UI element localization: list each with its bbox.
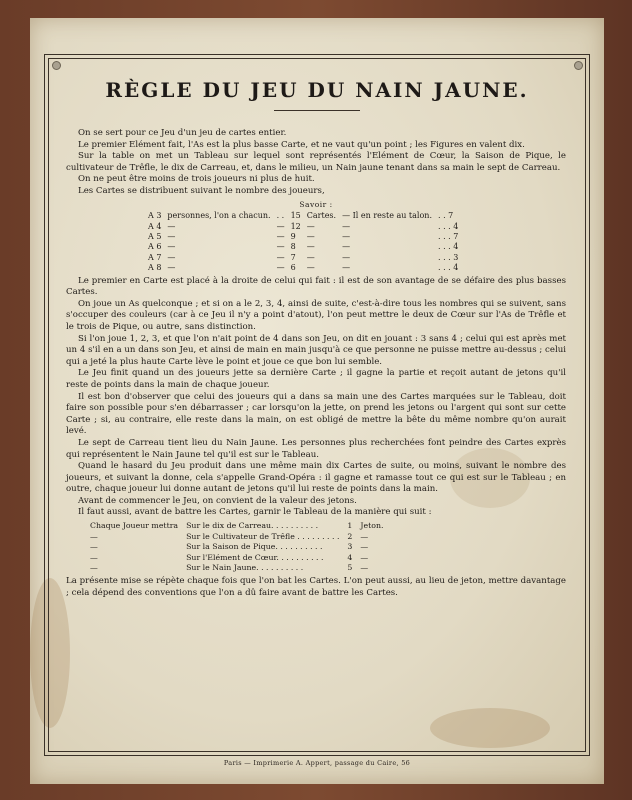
distribution-row-cell: — <box>306 252 315 262</box>
page-title: RÈGLE DU JEU DU NAIN JAUNE. <box>105 78 529 102</box>
distribution-row-cell: — <box>167 231 176 241</box>
distribution-row-cell: — <box>306 242 315 252</box>
distribution-row-cell: . . . 4 <box>438 242 459 252</box>
distribution-row-cell: . . <box>276 211 285 221</box>
distribution-row-cell: — <box>167 263 176 273</box>
savoir-heading: Savoir : <box>299 199 333 209</box>
paragraph: Si l'on joue 1, 2, 3, et que l'on n'ait point de 4 dans son Jeu, on dit en jouant : 3 sans 4 ; celui qui est après met un 4 s'il en a un dans son Jeu, et ainsi de main en main jusqu'à ce que personne ne puisse mettre au-dessus ; celui qui a jeté la plus haute Carte lève le point et joue ce que bon lui semble. <box>66 333 566 367</box>
distribution-row-cell: — <box>276 231 285 241</box>
distribution-row-cell: A 7 <box>148 252 162 262</box>
closing-paragraph: La présente mise se répète chaque fois que l'on bat les Cartes. L'on peut aussi, au lieu de jeton, mettre davantage ; cela dépend des conventions que l'on a dû faire avant de battre les Cartes. <box>66 576 566 598</box>
paragraph: On joue un As quelconque ; et si on a le 2, 3, 4, ainsi de suite, c'est-à-dire tous les nombres qui se suivent, sans s'occuper des couleurs (car à ce Jeu il n'y a point d'atout), l'on peut mettre le deux de Cœur sur l'As de Trêfle et le trois de Pique, ou autre, sans distinction. <box>66 298 566 332</box>
distribution-row-cell: — <box>342 231 351 241</box>
stake-row-cell: Sur le Cultivateur de Trêfle . . . . . . . . . <box>186 531 340 541</box>
distribution-row-cell: — <box>306 221 315 231</box>
distribution-row-cell: — <box>276 242 285 252</box>
distribution-row-cell: . . . 3 <box>438 252 459 262</box>
paragraph: Le premier en Carte est placé à la droite de celui qui fait : il est de son avantage de se défaire des plus basses Cartes. <box>66 275 566 298</box>
distribution-row-cell: 8 <box>290 242 296 252</box>
distribution-row-cell: — <box>276 221 285 231</box>
stake-row-cell: — <box>360 563 369 573</box>
distribution-row-cell: — <box>167 252 176 262</box>
distribution-row-cell: 6 <box>290 263 296 273</box>
paragraph: Le sept de Carreau tient lieu du Nain Jaune. Les personnes plus recherchées font peindre des Cartes exprès qui représentent le Nain Jaune tel qu'il est sur le Tableau. <box>66 437 566 460</box>
distribution-row-cell: — <box>342 252 351 262</box>
distribution-row-cell: A 8 <box>148 263 162 273</box>
title-divider <box>274 110 360 111</box>
distribution-row-cell: . . . 4 <box>438 221 459 231</box>
stake-row <box>90 542 391 553</box>
stake-row-cell: Jeton. <box>360 521 384 531</box>
distribution-row-cell: 9 <box>290 231 296 241</box>
distribution-row-cell: 12 <box>290 221 301 231</box>
stake-row-cell: — <box>90 563 98 573</box>
stake-row-cell: — <box>360 552 369 562</box>
stake-row-cell: 3 <box>347 542 353 552</box>
stake-row <box>90 553 391 564</box>
stake-row-cell: Sur la Saison de Pique. . . . . . . . . . <box>186 542 323 552</box>
paragraph: Les Cartes se distribuent suivant le nombre des joueurs, <box>78 185 325 196</box>
stake-row-cell: 2 <box>347 531 353 541</box>
paragraph: Il est bon d'observer que celui des joueurs qui a dans sa main une des Cartes marquées sur le Tableau, doit faire son possible pour s'en débarrasser ; car lorsqu'on la jette, on prend les jetons ou l'argent qui sont sur cette Carte ; si, au contraire, elle reste dans la main, on est obligé de mettre la bête du même nombre qu'on aurait levé. <box>66 391 566 437</box>
distribution-row-cell: A 4 <box>148 221 162 231</box>
paragraph: Le premier Elément fait, l'As est la plus basse Carte, et ne vaut qu'un point ; les Figures en valent dix. <box>78 139 525 150</box>
distribution-row <box>148 222 464 232</box>
stake-row-cell: — <box>90 542 98 552</box>
stake-row-cell: — <box>90 552 98 562</box>
paragraph: Il faut aussi, avant de battre les Cartes, garnir le Tableau de la manière qui suit : <box>78 507 432 518</box>
paragraph: Quand le hasard du Jeu produit dans une même main dix Cartes de suite, ou moins, suivant le nombre des joueurs, et suivant la donne, cela s'appelle Grand-Opéra : il gagne et ramasse tout ce qui est sur le Tableau ; en outre, chaque joueur lui donne autant de jetons qu'il lui reste de points dans la main. <box>66 461 566 495</box>
printer-imprint: Paris — Imprimerie A. Appert, passage du Caire, 56 <box>223 759 411 767</box>
distribution-row-cell: A 3 <box>148 211 162 221</box>
distribution-row-cell: 15 <box>290 211 301 221</box>
distribution-row-cell: — Il en reste au talon. <box>342 211 432 221</box>
distribution-row-cell: personnes, l'on a chacun. <box>167 211 271 221</box>
distribution-row-cell: — <box>342 263 351 273</box>
distribution-row-cell: — <box>167 242 176 252</box>
distribution-row-cell: — <box>342 242 351 252</box>
distribution-row-cell: — <box>342 221 351 231</box>
paragraph: Sur la table on met un Tableau sur lequel sont représentés l'Elément de Cœur, la Saison de Pique, le cultivateur de Trêfle, le dix de Carreau, et, dans le milieu, un Nain jaune tenant dans sa main le sept de Carreau. <box>66 151 566 173</box>
stake-row-cell: Sur le dix de Carreau. . . . . . . . . . <box>186 521 319 531</box>
distribution-row <box>148 211 464 221</box>
stake-row-cell: Sur l'Elément de Cœur. . . . . . . . . . <box>186 552 324 562</box>
paragraph: On ne peut être moins de trois joueurs ni plus de huit. <box>78 174 315 185</box>
stake-row <box>90 563 391 574</box>
distribution-row <box>148 263 464 273</box>
distribution-row-cell: . . . 7 <box>438 231 459 241</box>
paragraph: On se sert pour ce Jeu d'un jeu de cartes entier. <box>78 128 287 138</box>
stake-row-cell: 4 <box>347 552 353 562</box>
poster-sheet <box>30 18 604 784</box>
distribution-row-cell: . . . 4 <box>438 263 459 273</box>
distribution-row <box>148 253 464 263</box>
distribution-row-cell: A 6 <box>148 242 162 252</box>
stake-row-cell: — <box>360 531 369 541</box>
distribution-table <box>148 211 464 273</box>
distribution-row-cell: A 5 <box>148 231 162 241</box>
rules-body <box>66 128 566 599</box>
distribution-row-cell: — <box>306 231 315 241</box>
distribution-row-cell: — <box>167 221 176 231</box>
stake-row-cell: — <box>90 531 98 541</box>
distribution-row <box>148 242 464 252</box>
distribution-row-cell: — <box>276 263 285 273</box>
stake-row-cell: 1 <box>347 521 353 531</box>
stake-row-cell: Sur le Nain Jaune. . . . . . . . . . <box>186 563 304 573</box>
stake-row-cell: Chaque Joueur mettra <box>90 521 179 531</box>
distribution-row-cell: — <box>306 263 315 273</box>
stake-table <box>90 521 391 574</box>
distribution-row-cell: 7 <box>290 252 296 262</box>
distribution-row <box>148 232 464 242</box>
distribution-row-cell: . . 7 <box>438 211 454 221</box>
stake-row-cell: 5 <box>347 563 353 573</box>
stake-row <box>90 521 391 532</box>
distribution-row-cell: Cartes. <box>306 211 337 221</box>
paragraph: Avant de commencer le Jeu, on convient de la valeur des jetons. <box>78 495 357 506</box>
paragraph: Le Jeu finit quand un des joueurs jette sa dernière Carte ; il gagne la partie et reçoit autant de jetons qu'il reste de points dans la main de chaque joueur. <box>66 368 566 390</box>
stake-row <box>90 532 391 543</box>
stake-row-cell: — <box>360 542 369 552</box>
distribution-row-cell: — <box>276 252 285 262</box>
